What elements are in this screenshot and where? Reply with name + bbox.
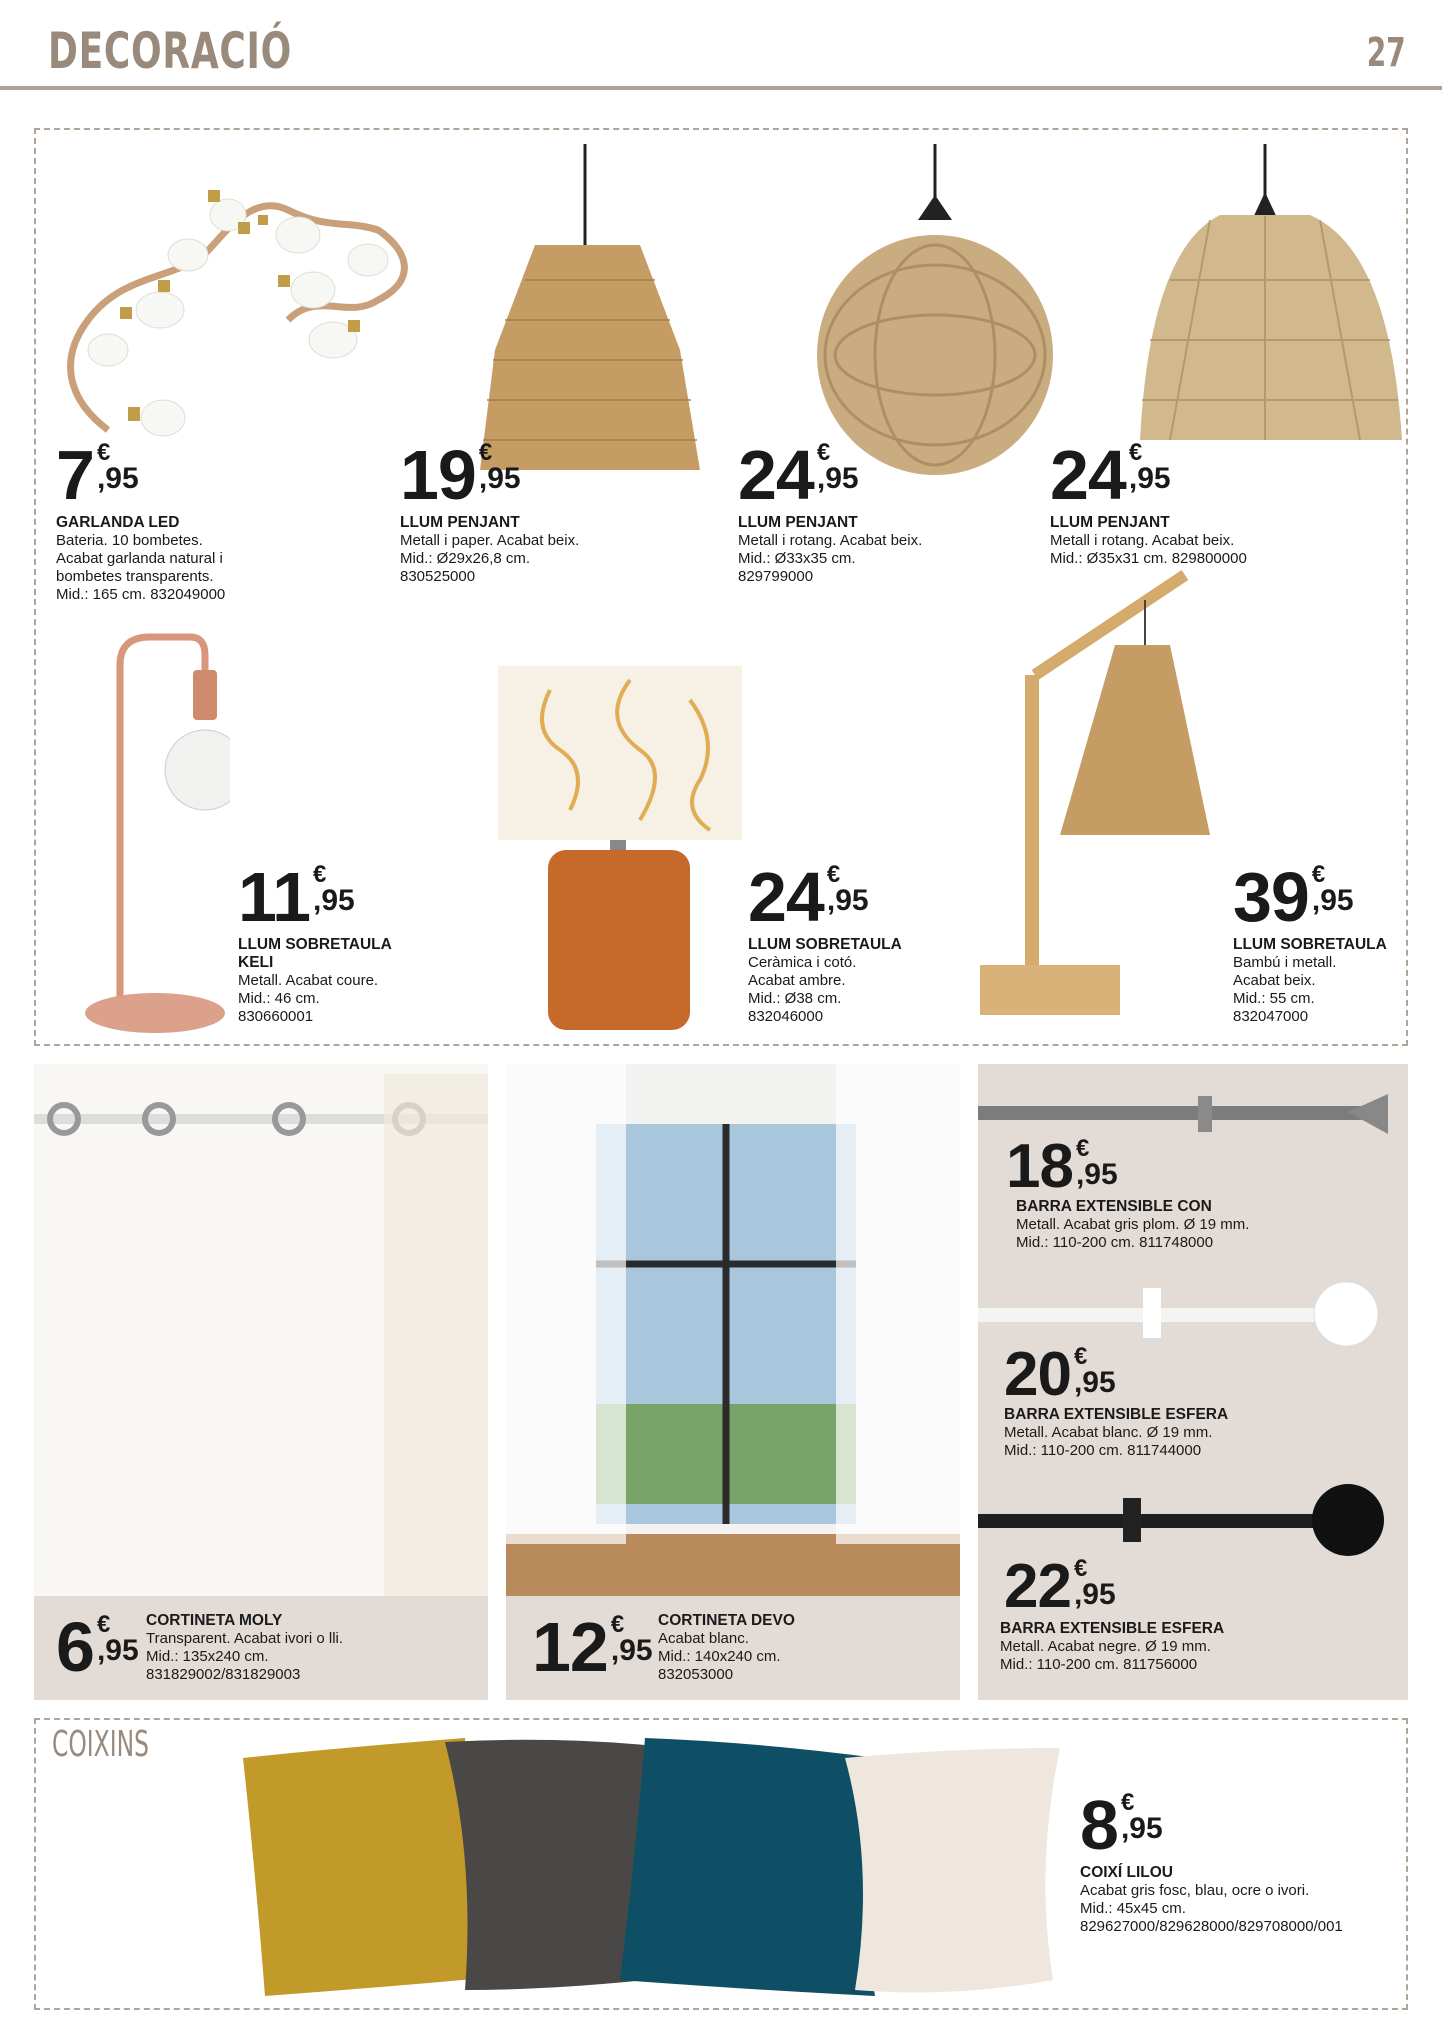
product-desc-3: 830525000 <box>400 568 476 585</box>
price-integer: 20 <box>1004 1340 1071 1409</box>
price <box>532 1608 653 1686</box>
price <box>56 436 356 514</box>
cushions-image <box>235 1728 1065 2008</box>
product-desc-2: Mid.: 135x240 cm. <box>146 1648 269 1665</box>
product-desc-2: Mid.: Ø29x26,8 cm. <box>400 550 531 567</box>
currency: € <box>96 1611 111 1638</box>
product-desc-3: 829627000/829628000/829708000/001 <box>1080 1918 1343 1935</box>
led-garland-image <box>48 170 438 450</box>
product-desk-lamp-ceramic <box>748 858 968 1026</box>
product-desc-1: Metall. Acabat coure. <box>238 972 379 989</box>
currency: € <box>478 439 493 466</box>
product-name: CORTINETA DEVO <box>658 1612 795 1629</box>
desk-lamp-ceramic-image <box>490 660 750 1040</box>
page-number: 27 <box>1367 30 1406 76</box>
product-name-1: LLUM SOBRETAULA <box>238 936 392 953</box>
price <box>1004 1340 1116 1409</box>
price-cents: ,95 <box>478 462 521 495</box>
price-cents: ,95 <box>96 462 139 495</box>
product-desc-1: Ceràmica i cotó. <box>748 954 857 971</box>
product-pendant-1 <box>400 436 700 586</box>
product-name: LLUM PENJANT <box>1050 514 1170 531</box>
curtain-rods-panel <box>978 1064 1408 1700</box>
product-desc-1: Metall. Acabat blanc. Ø 19 mm. <box>1004 1424 1213 1441</box>
price-integer: 19 <box>400 436 476 514</box>
price-integer: 8 <box>1080 1786 1118 1864</box>
product-desc-4: 832047000 <box>1233 1008 1309 1025</box>
product-desc-1: Bambú i metall. <box>1233 954 1337 971</box>
currency: € <box>96 439 111 466</box>
product-desc-1: Bateria. 10 bombetes. <box>56 532 203 549</box>
product-cushion-lilou <box>1080 1786 1400 1936</box>
header-divider <box>0 86 1442 90</box>
product-desc-3: 829799000 <box>738 568 814 585</box>
pendant-lamp-rattan-cone-image <box>1130 140 1410 470</box>
price <box>1006 1132 1118 1201</box>
currency: € <box>1073 1343 1088 1370</box>
price-cents: ,95 <box>1128 462 1171 495</box>
curtain-moly-image <box>34 1064 488 1596</box>
pendant-lamp-rattan-globe-image <box>800 140 1070 480</box>
desk-lamp-bamboo-image <box>975 565 1225 1035</box>
currency: € <box>1311 861 1326 888</box>
currency: € <box>610 1611 625 1638</box>
price-cents: ,95 <box>1120 1812 1163 1845</box>
price-integer: 24 <box>1050 436 1126 514</box>
price-integer: 24 <box>738 436 814 514</box>
product-desc-1: Metall i rotang. Acabat beix. <box>1050 532 1235 549</box>
price-integer: 18 <box>1006 1132 1073 1201</box>
price-cents: ,95 <box>610 1634 653 1667</box>
product-desc-1: Acabat blanc. <box>658 1630 749 1647</box>
product-name: LLUM PENJANT <box>400 514 520 531</box>
product-garland <box>56 436 356 604</box>
product-desc-2: Mid.: Ø33x35 cm. <box>738 550 856 567</box>
currency: € <box>1075 1135 1090 1162</box>
product-desc-3: Mid.: 55 cm. <box>1233 990 1315 1007</box>
product-name: LLUM SOBRETAULA <box>748 936 902 953</box>
product-name: BARRA EXTENSIBLE CON <box>1016 1198 1212 1215</box>
desk-lamp-copper-image <box>80 625 230 1035</box>
curtain-moly-panel <box>34 1064 488 1700</box>
price-integer: 12 <box>532 1608 608 1686</box>
product-name: BARRA EXTENSIBLE ESFERA <box>1000 1620 1225 1637</box>
curtain-devo-image <box>506 1064 960 1596</box>
price-integer: 24 <box>748 858 824 936</box>
price <box>1080 1786 1400 1864</box>
price-cents: ,95 <box>1073 1366 1116 1399</box>
currency: € <box>1128 439 1143 466</box>
product-desc-2: Mid.: 110-200 cm. 811744000 <box>1004 1442 1202 1459</box>
price-integer: 6 <box>56 1608 94 1686</box>
currency: € <box>816 439 831 466</box>
product-name: LLUM SOBRETAULA <box>1233 936 1387 953</box>
price-cents: ,95 <box>826 884 869 917</box>
curtain-devo-panel <box>506 1064 960 1700</box>
product-pendant-3 <box>1050 436 1380 568</box>
product-pendant-2 <box>738 436 1038 586</box>
product-name-2: KELI <box>238 954 274 971</box>
price-cents: ,95 <box>313 884 355 917</box>
product-desc-3: 831829002/831829003 <box>146 1666 301 1683</box>
price <box>56 1608 139 1686</box>
product-name: LLUM PENJANT <box>738 514 858 531</box>
page-title: DECORACIÓ <box>48 22 292 80</box>
product-desk-lamp-keli <box>238 858 438 1026</box>
product-name: CORTINETA MOLY <box>146 1612 283 1629</box>
product-desc-3: bombetes transparents. <box>56 568 214 585</box>
product-desc-3: 830660001 <box>238 1008 314 1025</box>
product-desc-3: 832053000 <box>658 1666 734 1683</box>
currency: € <box>1120 1789 1135 1816</box>
price-cents: ,95 <box>96 1634 139 1667</box>
product-desk-lamp-bamboo <box>1233 858 1403 1026</box>
price <box>1004 1552 1116 1621</box>
product-desc-2: Acabat beix. <box>1233 972 1316 989</box>
product-desc-1: Metall i rotang. Acabat beix. <box>738 532 923 549</box>
product-desc-1: Metall. Acabat negre. Ø 19 mm. <box>1000 1638 1211 1655</box>
currency: € <box>826 861 841 888</box>
product-name: BARRA EXTENSIBLE ESFERA <box>1004 1406 1229 1423</box>
product-desc-4: 832046000 <box>748 1008 824 1025</box>
price-cents: ,95 <box>816 462 859 495</box>
product-desc-2: Mid.: 110-200 cm. 811756000 <box>1000 1656 1198 1673</box>
product-desc-3: Mid.: Ø38 cm. <box>748 990 842 1007</box>
price-integer: 7 <box>56 436 94 514</box>
product-desc-1: Metall i paper. Acabat beix. <box>400 532 580 549</box>
price-cents: ,95 <box>1073 1578 1116 1611</box>
product-desc-2: Mid.: 46 cm. <box>238 990 320 1007</box>
section-title-cushions: COIXINS <box>52 1724 149 1765</box>
currency: € <box>1073 1555 1088 1582</box>
pendant-lamp-paper-image <box>455 140 725 470</box>
product-desc-1: Transparent. Acabat ivori o lli. <box>146 1630 344 1647</box>
price-integer: 22 <box>1004 1552 1071 1621</box>
product-desc-1: Acabat gris fosc, blau, ocre o ivori. <box>1080 1882 1310 1899</box>
product-name: COIXÍ LILOU <box>1080 1864 1173 1881</box>
price-cents: ,95 <box>1311 884 1354 917</box>
price-cents: ,95 <box>1075 1158 1118 1191</box>
product-desc-4: Mid.: 165 cm. 832049000 <box>56 586 226 603</box>
currency: € <box>313 861 327 888</box>
product-desc-2: Acabat garlanda natural i <box>56 550 223 567</box>
price-integer: 11 <box>238 858 310 936</box>
product-desc-1: Metall. Acabat gris plom. Ø 19 mm. <box>1016 1216 1250 1233</box>
product-desc-2: Mid.: 110-200 cm. 811748000 <box>1016 1234 1214 1251</box>
product-name: GARLANDA LED <box>56 514 180 531</box>
product-desc-2: Mid.: 140x240 cm. <box>658 1648 781 1665</box>
price-integer: 39 <box>1233 858 1309 936</box>
product-desc-2: Mid.: Ø35x31 cm. 829800000 <box>1050 550 1247 567</box>
product-desc-2: Acabat ambre. <box>748 972 846 989</box>
product-desc-2: Mid.: 45x45 cm. <box>1080 1900 1186 1917</box>
